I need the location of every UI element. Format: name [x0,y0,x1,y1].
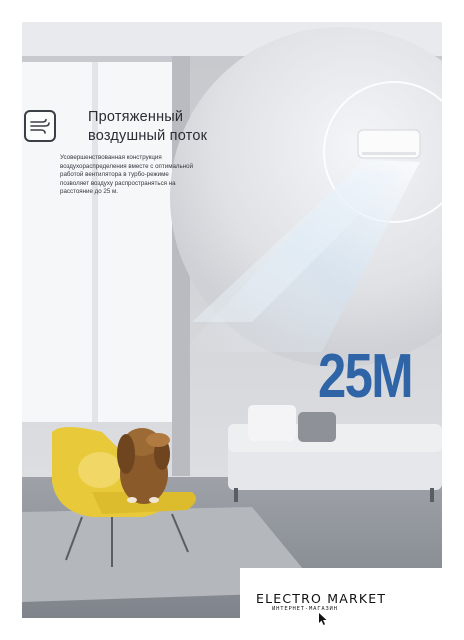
distance-label: 25М [318,342,412,411]
cursor-icon [318,612,328,626]
feature-title [88,108,258,146]
brand-name: ELECTRO MARKET [256,591,387,606]
feature-description [60,154,220,197]
air-flow-icon [24,110,56,142]
feature-description-line: расстояние до 25 м. [60,188,119,196]
feature-description-line: позволяет воздуху распространяться на [60,179,176,187]
feature-description-line: работой вентилятора в турбо-режиме [60,171,169,179]
feature-title-line-1: Протяженный [88,109,184,125]
feature-title-line-2: воздушный поток [88,128,208,144]
feature-description-line: воздухораспределения вместе с оптимальной [60,162,194,170]
brand-tagline: ИНТЕРНЕТ-МАГАЗИН [272,606,338,612]
feature-description-line: Усовершенствованная конструкция [60,154,162,161]
